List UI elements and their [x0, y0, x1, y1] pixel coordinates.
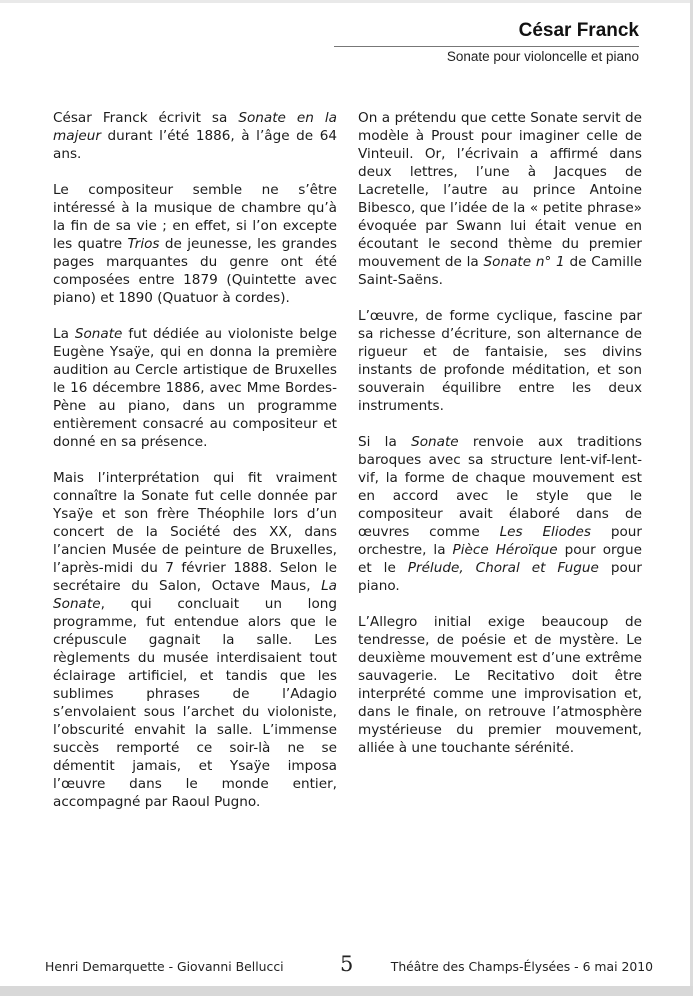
italic-title: Sonate en la majeur — [53, 110, 337, 144]
paragraph — [53, 181, 337, 307]
italic-title: Pièce Héroïque — [452, 542, 558, 558]
header-rule — [334, 46, 639, 47]
paragraph — [358, 109, 642, 289]
work-subtitle: Sonate pour violoncelle et piano — [446, 49, 639, 64]
italic-title: Sonate — [411, 434, 459, 450]
text-run: de Camille Saint-Saëns. — [358, 254, 642, 288]
text-run: Mais l’interprétation qui fit vraiment connaître la Sonate fut celle donnée par Ysaÿe et son frère Théophile lors d’un concert de la Société des XX, dans l’ancien Musée de peinture de Bruxelles, l’après-midi du 7 février 1888. Selon le secrétaire du Salon, Octave Maus, — [53, 470, 337, 594]
text-run: durant l’été 1886, à l’âge de 64 ans. — [53, 128, 337, 162]
page-number: 5 — [340, 952, 354, 976]
text-run: La — [53, 326, 75, 342]
italic-title: Trios — [127, 236, 160, 252]
text-run: pour orchestre, la — [358, 524, 642, 558]
paragraph — [358, 613, 642, 757]
text-run: Si la — [358, 434, 412, 450]
paragraph — [358, 307, 642, 415]
composer-title: César Franck — [518, 20, 639, 41]
text-run: On a prétendu que cette Sonate servit de modèle à Proust pour imaginer celle de Vinteuil. Or, l’écrivain a affirmé dans deux lettres, l’une à Jacques de Lacretelle, l’autre au prince Antoine Bibesco, que l’idée de la « petite phrase» évoquée par Swann lui était venue en écoutant le second thème du premier mouvement de la — [358, 110, 642, 270]
italic-title: Les Eliodes — [499, 524, 591, 540]
paragraph — [53, 109, 337, 163]
italic-title: Prélude, Choral et Fugue — [407, 560, 599, 576]
paragraph — [53, 325, 337, 451]
text-run: L’œuvre, de forme cyclique, fascine par sa richesse d’écriture, son alternance de rigueur et de fantaisie, ses divins instants de profonde méditation, et son souverain équilibre entre les deux instruments. — [358, 308, 642, 414]
paragraph — [358, 433, 642, 595]
right-text-column — [358, 109, 642, 775]
page-header — [519, 20, 639, 42]
bottom-edge-strip — [0, 986, 693, 996]
text-run: Le compositeur semble ne s’être intéressé à la musique de chambre qu’à la fin de sa vie ; en effet, si l’on excepte les quatre — [53, 182, 337, 252]
footer-venue-date: Théâtre des Champs-Élysées - 6 mai 2010 — [390, 959, 653, 974]
left-text-column — [53, 109, 337, 829]
top-edge-strip — [0, 0, 693, 3]
text-run: fut dédiée au violoniste belge Eugène Ysaÿe, qui en donna la première audition au Cercle artistique de Bruxelles le 16 décembre 1886, avec Mme Bordes-Pène au piano, dans un programme entièrement consacré au compositeur et donné en sa présence. — [53, 326, 337, 450]
text-run: pour orgue et le — [358, 542, 642, 576]
text-run: de jeunesse, les grandes pages marquantes du genre ont été composées entre 1879 (Quintette avec piano) et 1890 (Quatuor à cordes). — [53, 236, 337, 306]
text-run: pour piano. — [358, 560, 642, 594]
text-run: L’Allegro initial exige beaucoup de tendresse, de poésie et de mystère. Le deuxième mouvement est d’une extrême sauvagerie. Le Recitativo doit être interprété comme une improvisation et, dans le finale, on retrouve l’atmosphère mystérieuse du premier mouvement, alliée à une touchante sérénité. — [358, 614, 642, 756]
text-run: , qui concluait un long programme, fut entendue alors que le crépuscule gagnait la salle. Les règlements du musée interdisaient tout éclairage artificiel, et tandis que les sublimes phrases de l’Adagio s’envolaient sous l’archet du violoniste, l’obscurité envahit la salle. L’immense succès remporté ce soir-là ne se démentit jamais, et Ysaÿe imposa l’œuvre dans le monde entier, accompagné par Raoul Pugno. — [53, 596, 337, 810]
italic-title: Sonate n° 1 — [483, 254, 565, 270]
text-run: renvoie aux traditions baroques avec sa structure lent-vif-lent-vif, la forme de chaque mouvement est en accord avec le style que le compositeur avait élaboré dans de œuvres comme — [358, 434, 642, 540]
page-footer — [0, 952, 693, 980]
text-run: César Franck écrivit sa — [53, 110, 239, 126]
footer-performers: Henri Demarquette - Giovanni Bellucci — [45, 959, 284, 974]
paragraph — [53, 469, 337, 811]
italic-title: La Sonate — [53, 578, 337, 612]
italic-title: Sonate — [74, 326, 123, 342]
